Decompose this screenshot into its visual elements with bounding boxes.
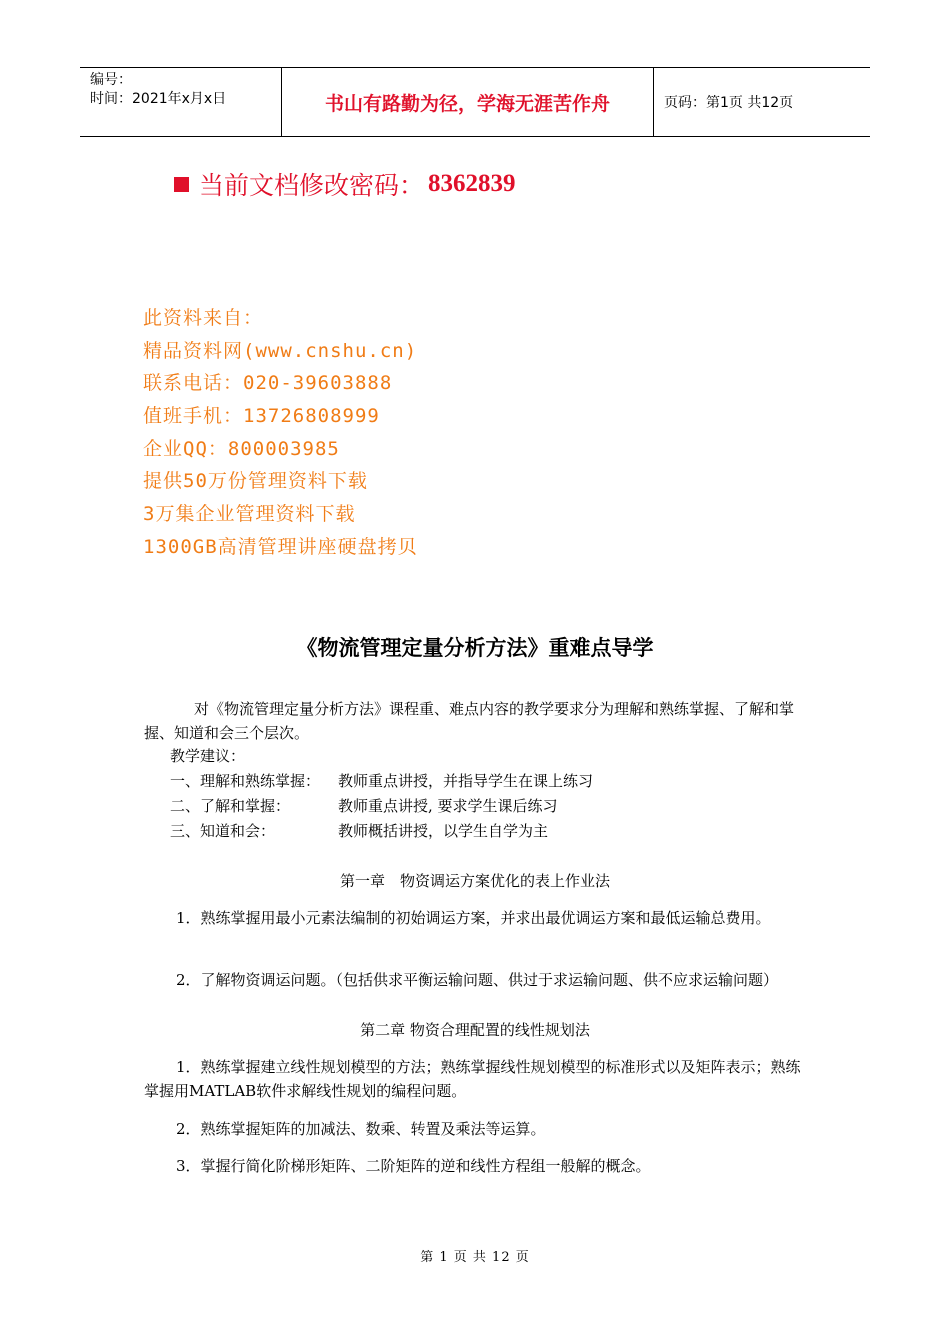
source-line: 企业QQ：800003985	[143, 437, 340, 460]
intro-paragraph: 对《物流管理定量分析方法》课程重、难点内容的教学要求分为理解和熟练掌握、了解和掌握、知道和会三个层次。	[144, 700, 795, 742]
document-title: 《物流管理定量分析方法》重难点导学	[296, 636, 654, 660]
source-info	[143, 302, 418, 564]
password-label: 当前文档修改密码：	[199, 171, 425, 200]
page-footer: 第 1 页 共 12 页	[420, 1250, 530, 1265]
level-row	[170, 770, 593, 791]
source-line: 1300GB高清管理讲座硬盘拷贝	[143, 535, 418, 558]
chapter-item: 2．了解物资调运问题。（包括供求平衡运输问题、供过于求运输问题、供不应求运输问题）	[176, 971, 779, 989]
source-line: 值班手机：13726808999	[143, 405, 380, 428]
level-row	[170, 795, 558, 816]
source-line: 提供50万份管理资料下载	[143, 470, 368, 493]
header-left-cell	[80, 68, 282, 136]
source-line: 精品资料网(www.cnshu.cn)	[143, 339, 418, 362]
source-line: 联系电话：020-39603888	[143, 372, 393, 395]
suggestion-label: 教学建议：	[170, 747, 246, 765]
chapter-item: 1．熟练掌握建立线性规划模型的方法；熟练掌握线性规划模型的标准形式以及矩阵表示；熟练掌握用MATLAB软件求解线性规划的编程问题。	[144, 1058, 801, 1100]
header-motto: 书山有路勤为径，学海无涯苦作舟	[282, 68, 654, 136]
doc-code-label: 编号：	[90, 72, 132, 88]
level-label: 一、理解和熟练掌握：	[170, 772, 321, 790]
level-row	[170, 820, 548, 841]
level-text: 教师重点讲授, 要求学生课后练习	[338, 797, 558, 815]
doc-time-label: 时间：2021年x月x日	[90, 91, 227, 107]
chapter-item: 3．掌握行简化阶梯形矩阵、二阶矩阵的逆和线性方程组一般解的概念。	[176, 1157, 651, 1175]
chapter-heading: 第一章 物资调运方案优化的表上作业法	[339, 872, 610, 890]
chapter-item: 2．熟练掌握矩阵的加减法、数乘、转置及乘法等运算。	[176, 1120, 546, 1138]
chapter-heading: 第二章 物资合理配置的线性规划法	[360, 1021, 590, 1039]
level-text: 教师概括讲授，以学生自学为主	[338, 822, 549, 840]
header-page-info: 页码：第1页 共12页	[664, 95, 794, 111]
source-line: 此资料来自：	[143, 307, 264, 329]
header-table	[80, 67, 870, 137]
level-label: 二、了解和掌握：	[170, 797, 291, 815]
password-notice	[174, 166, 516, 202]
source-line: 3万集企业管理资料下载	[143, 503, 356, 526]
level-label: 三、知道和会：	[170, 822, 276, 840]
level-text: 教师重点讲授，并指导学生在课上练习	[338, 772, 594, 790]
square-bullet-icon	[174, 177, 189, 192]
chapter-item: 1．熟练掌握用最小元素法编制的初始调运方案，并求出最优调运方案和最低运输总费用。	[176, 909, 771, 927]
password-code: 8362839	[428, 170, 516, 197]
